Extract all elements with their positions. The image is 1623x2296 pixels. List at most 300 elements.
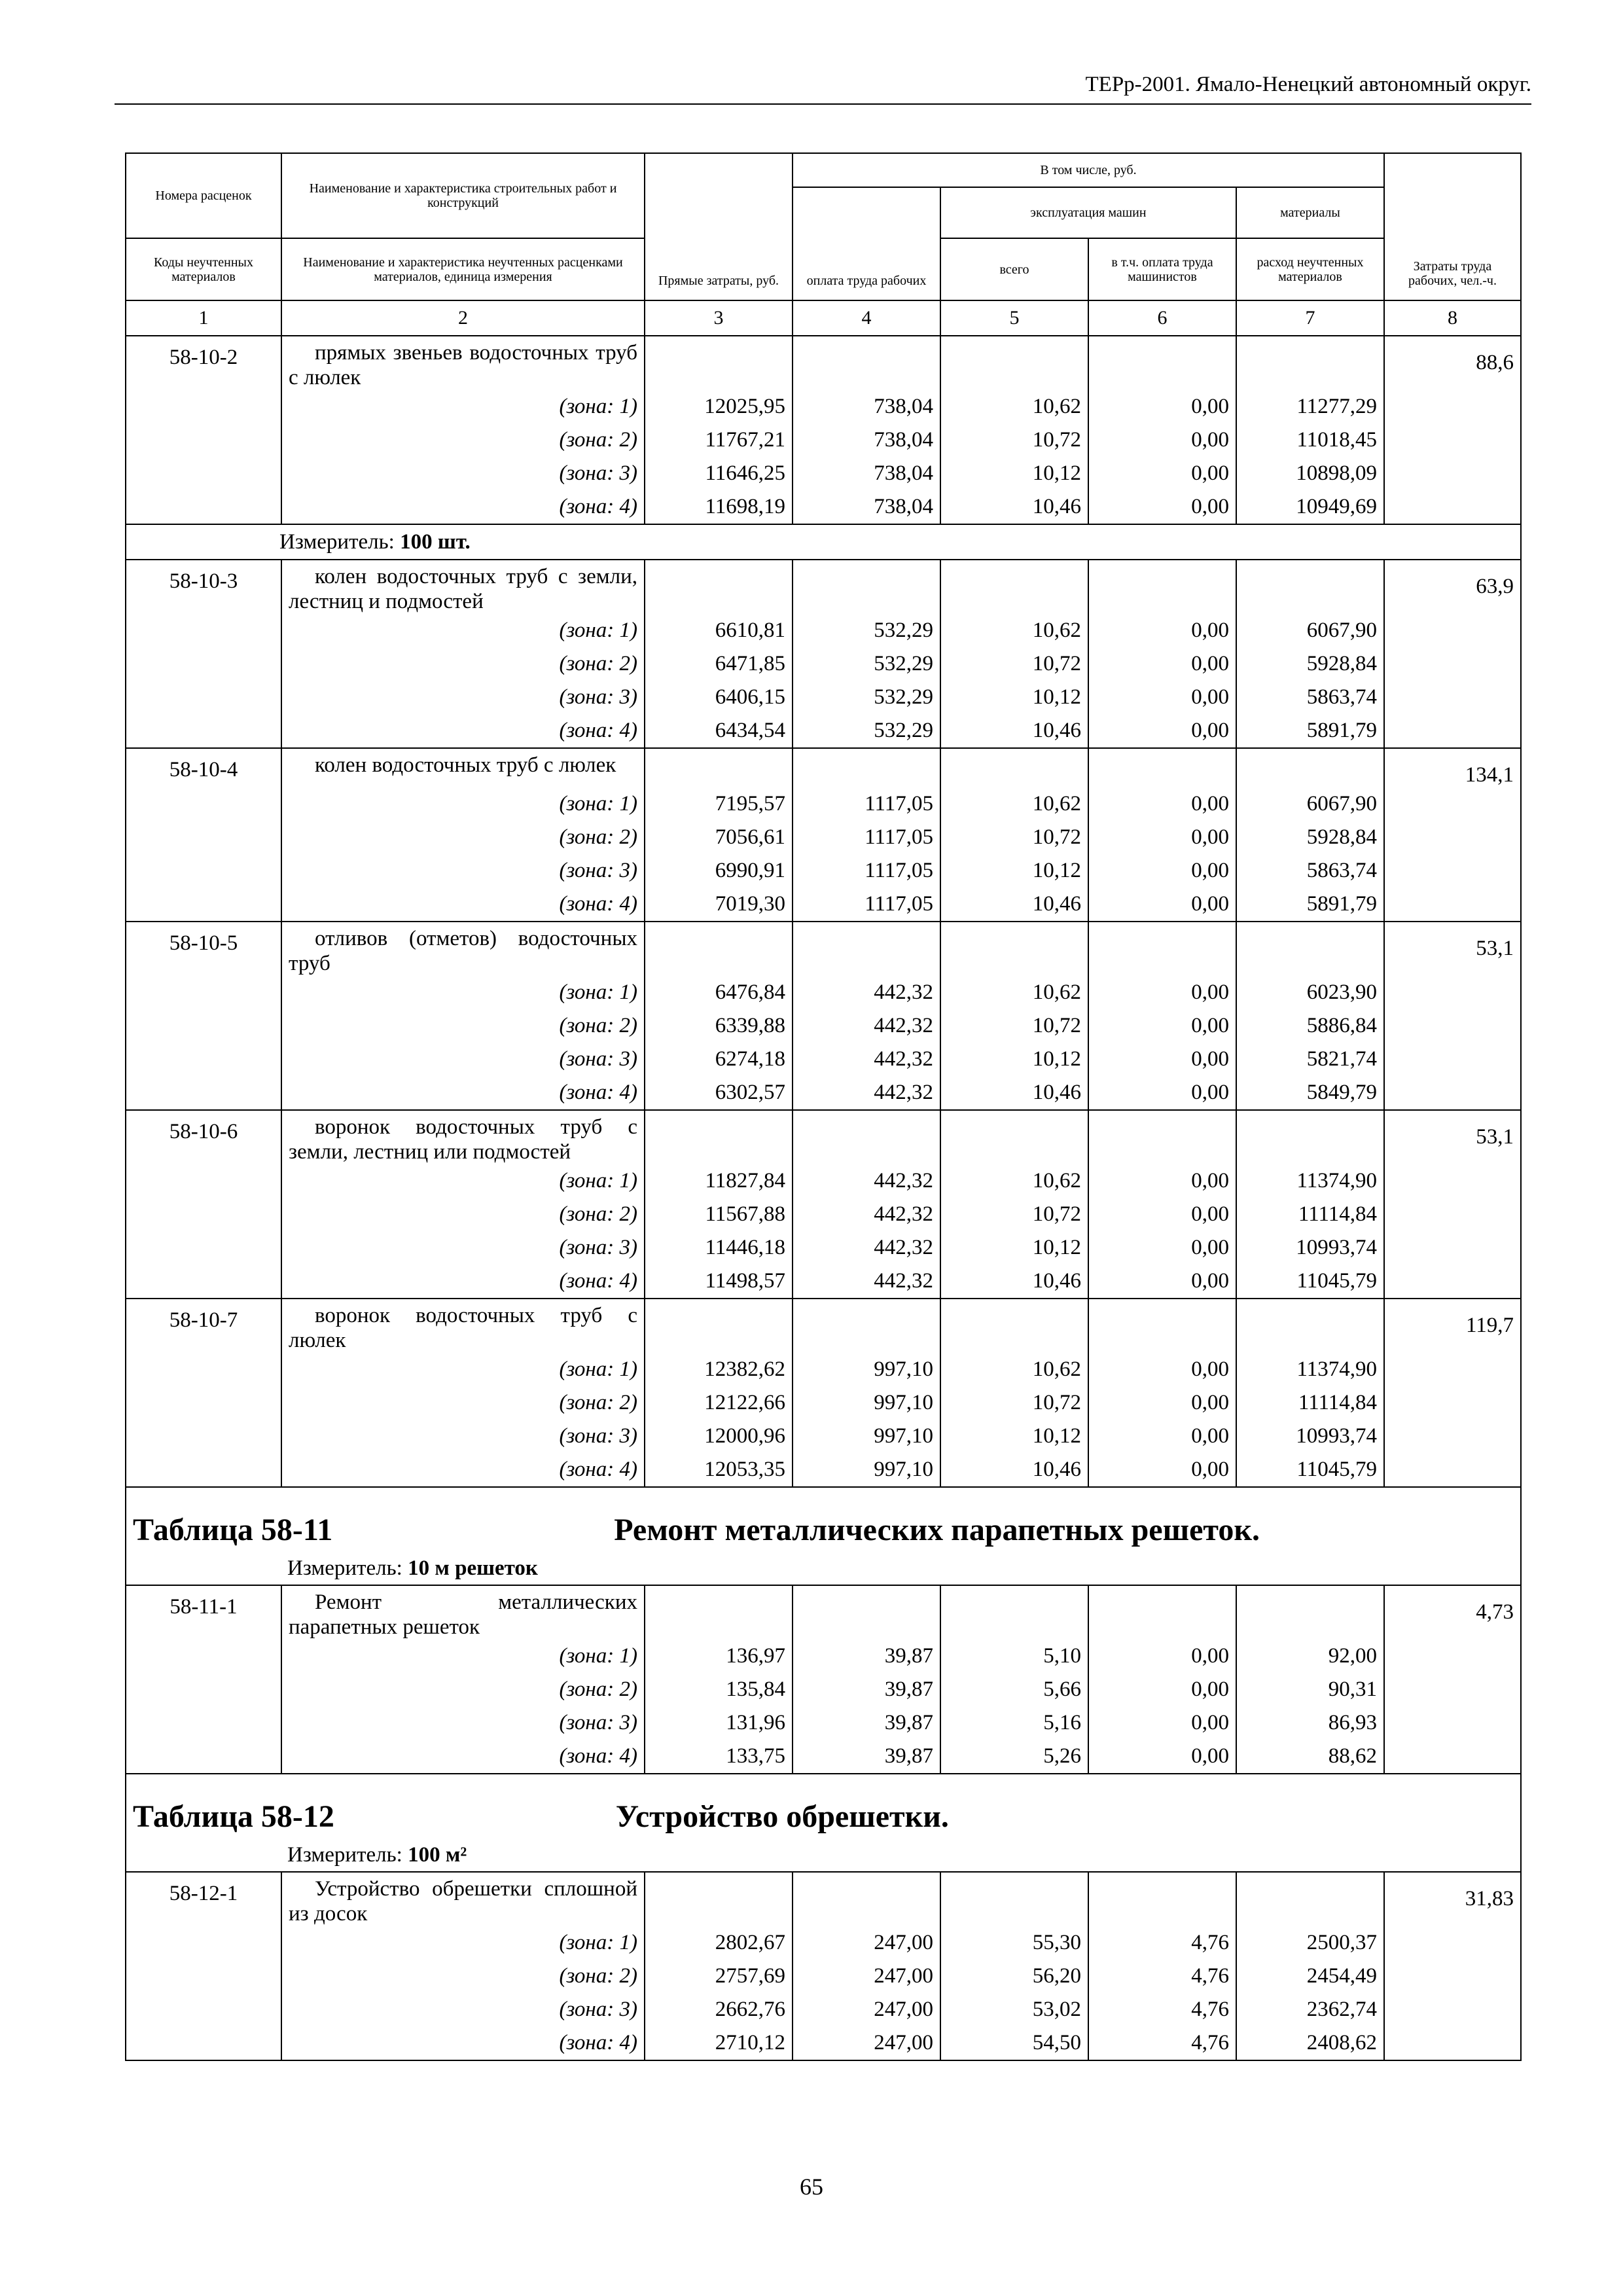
direct-cost: 6302,57 [645,1076,793,1110]
direct-cost: 6471,85 [645,647,793,681]
zone-label: (зона: 3) [281,1231,645,1265]
direct-cost: 6610,81 [645,614,793,647]
rate-row [126,1110,1521,1164]
empty-cell [1384,1198,1521,1231]
empty-cell [126,787,281,821]
rate-row [126,1872,1521,1926]
header-col2-bottom: Наименование и характеристика неучтенных расценками материалов, единица измерения [281,238,645,300]
materials-cost: 11045,79 [1236,1265,1384,1299]
column-number: 5 [940,300,1088,336]
measure-unit: 10 м решеток [408,1556,538,1580]
zone-label: (зона: 3) [281,1706,645,1740]
machines-cost: 5,16 [940,1706,1088,1740]
machines-cost: 10,46 [940,490,1088,524]
empty-cell [645,1872,793,1926]
rate-code: 58-10-5 [126,922,281,976]
rate-row [126,1299,1521,1353]
zone-label: (зона: 1) [281,614,645,647]
empty-cell [645,560,793,614]
materials-cost: 86,93 [1236,1706,1384,1740]
empty-cell [1384,976,1521,1009]
empty-cell [1384,1164,1521,1198]
machines-cost: 55,30 [940,1926,1088,1960]
empty-cell [1384,1265,1521,1299]
empty-cell [1236,1872,1384,1926]
empty-cell [1384,787,1521,821]
column-number: 6 [1088,300,1236,336]
zone-label: (зона: 4) [281,2026,645,2060]
empty-cell [126,1706,281,1740]
empty-cell [1384,1640,1521,1673]
empty-cell [126,2026,281,2060]
rate-row [126,922,1521,976]
rate-name: воронок водосточных труб с земли, лестниц или подмостей [289,1115,637,1164]
materials-cost: 10993,74 [1236,1420,1384,1453]
zone-label: (зона: 4) [281,1453,645,1487]
empty-cell [126,490,281,524]
machines-cost: 10,72 [940,821,1088,854]
measure-unit: 100 м² [408,1842,467,1867]
empty-cell [940,1872,1088,1926]
table-header [126,153,1521,336]
header-col8: Затраты труда рабочих, чел.-ч. [1384,153,1521,300]
materials-cost: 5886,84 [1236,1009,1384,1043]
materials-cost: 2408,62 [1236,2026,1384,2060]
machines-cost: 10,72 [940,647,1088,681]
zone-row [126,1706,1521,1740]
empty-cell [1384,821,1521,854]
zone-label: (зона: 4) [281,1076,645,1110]
rate-name: Ремонт металлических парапетных решеток [289,1590,637,1639]
direct-cost: 12025,95 [645,390,793,423]
labor-cost: 88,6 [1384,336,1521,390]
operators-cost: 0,00 [1088,1640,1236,1673]
empty-cell [126,1926,281,1960]
rate-name-cell [281,1872,645,1926]
header-col1-bottom: Коды неучтенных материалов [126,238,281,300]
materials-cost: 6067,90 [1236,614,1384,647]
operators-cost: 0,00 [1088,390,1236,423]
rate-code: 58-10-6 [126,1110,281,1164]
machines-cost: 10,46 [940,888,1088,922]
labor-cost: 53,1 [1384,1110,1521,1164]
wages-cost: 1117,05 [793,854,940,888]
zone-label: (зона: 2) [281,423,645,457]
direct-cost: 6339,88 [645,1009,793,1043]
zone-label: (зона: 2) [281,1198,645,1231]
direct-cost: 11827,84 [645,1164,793,1198]
wages-cost: 738,04 [793,390,940,423]
empty-cell [940,1299,1088,1353]
wages-cost: 442,32 [793,1164,940,1198]
zone-row [126,1164,1521,1198]
operators-cost: 0,00 [1088,1453,1236,1487]
operators-cost: 0,00 [1088,888,1236,922]
operators-cost: 0,00 [1088,1706,1236,1740]
table-name: Ремонт металлических парапетных решеток. [614,1513,1260,1547]
empty-cell [1384,1353,1521,1386]
machines-cost: 10,12 [940,1043,1088,1076]
machines-cost: 54,50 [940,2026,1088,2060]
empty-cell [126,1198,281,1231]
operators-cost: 4,76 [1088,1960,1236,1993]
machines-cost: 10,62 [940,1164,1088,1198]
empty-cell [126,1265,281,1299]
machines-cost: 10,62 [940,614,1088,647]
table-number: Таблица 58-11 [133,1513,333,1547]
operators-cost: 0,00 [1088,1076,1236,1110]
zone-row [126,714,1521,748]
empty-cell [940,748,1088,787]
machines-cost: 56,20 [940,1960,1088,1993]
machines-cost: 5,10 [940,1640,1088,1673]
machines-cost: 10,12 [940,1231,1088,1265]
zone-row [126,1386,1521,1420]
direct-cost: 11567,88 [645,1198,793,1231]
column-number: 4 [793,300,940,336]
wages-cost: 442,32 [793,1009,940,1043]
zone-label: (зона: 2) [281,647,645,681]
rate-name-cell [281,922,645,976]
wages-cost: 738,04 [793,490,940,524]
empty-cell [126,1009,281,1043]
empty-cell [1384,2026,1521,2060]
empty-cell [1384,888,1521,922]
zone-label: (зона: 3) [281,681,645,714]
materials-cost: 11374,90 [1236,1353,1384,1386]
rate-code: 58-10-4 [126,748,281,787]
zone-row [126,1453,1521,1487]
empty-cell [1384,1231,1521,1265]
empty-cell [1088,1299,1236,1353]
operators-cost: 0,00 [1088,423,1236,457]
machines-cost: 10,46 [940,1265,1088,1299]
empty-cell [1384,1420,1521,1453]
operators-cost: 4,76 [1088,2026,1236,2060]
header-rule [115,103,1531,105]
zone-row [126,821,1521,854]
empty-cell [1236,1585,1384,1640]
empty-cell [126,821,281,854]
empty-cell [1088,922,1236,976]
zone-row [126,647,1521,681]
empty-cell [126,1993,281,2026]
column-number: 7 [1236,300,1384,336]
zone-label: (зона: 3) [281,457,645,490]
empty-cell [940,1110,1088,1164]
empty-cell [793,1110,940,1164]
table-body [126,336,1521,2060]
wages-cost: 1117,05 [793,821,940,854]
wages-cost: 532,29 [793,681,940,714]
empty-cell [940,922,1088,976]
empty-cell [126,1386,281,1420]
column-number: 2 [281,300,645,336]
materials-cost: 10993,74 [1236,1231,1384,1265]
zone-row [126,1926,1521,1960]
wages-cost: 997,10 [793,1386,940,1420]
empty-cell [126,647,281,681]
labor-cost: 4,73 [1384,1585,1521,1640]
rate-row [126,1585,1521,1640]
wages-cost: 997,10 [793,1353,940,1386]
empty-cell [645,748,793,787]
direct-cost: 131,96 [645,1706,793,1740]
empty-cell [126,1640,281,1673]
table-title-row [126,1774,1521,1839]
empty-cell [1384,1706,1521,1740]
materials-cost: 5863,74 [1236,681,1384,714]
empty-cell [126,1231,281,1265]
page-number: 65 [800,2174,823,2200]
empty-cell [1384,1926,1521,1960]
empty-cell [1088,748,1236,787]
direct-cost: 7019,30 [645,888,793,922]
rate-name: Устройство обрешетки сплошной из досок [289,1877,637,1926]
direct-cost: 2662,76 [645,1993,793,2026]
machines-cost: 10,62 [940,976,1088,1009]
machines-cost: 10,62 [940,1353,1088,1386]
zone-label: (зона: 2) [281,1673,645,1706]
wages-cost: 39,87 [793,1640,940,1673]
materials-cost: 2454,49 [1236,1960,1384,1993]
machines-cost: 53,02 [940,1993,1088,2026]
direct-cost: 2802,67 [645,1926,793,1960]
empty-cell [645,1585,793,1640]
direct-cost: 11646,25 [645,457,793,490]
empty-cell [793,922,940,976]
empty-cell [126,423,281,457]
empty-cell [1088,336,1236,390]
zone-row [126,390,1521,423]
wages-cost: 442,32 [793,1198,940,1231]
zone-label: (зона: 3) [281,1043,645,1076]
rate-name-cell [281,336,645,390]
zone-label: (зона: 1) [281,976,645,1009]
machines-cost: 10,62 [940,787,1088,821]
zone-label: (зона: 3) [281,854,645,888]
wages-cost: 738,04 [793,423,940,457]
materials-cost: 5863,74 [1236,854,1384,888]
rate-name: колен водосточных труб с земли, лестниц и подмостей [289,565,637,613]
operators-cost: 0,00 [1088,1386,1236,1420]
empty-cell [126,1673,281,1706]
machines-cost: 10,46 [940,1076,1088,1110]
header-machines: эксплуатация машин [940,187,1236,238]
empty-cell [645,1299,793,1353]
operators-cost: 0,00 [1088,457,1236,490]
zone-label: (зона: 1) [281,1353,645,1386]
empty-cell [126,1420,281,1453]
zone-label: (зона: 1) [281,1926,645,1960]
empty-cell [940,1585,1088,1640]
empty-cell [793,1872,940,1926]
labor-cost: 63,9 [1384,560,1521,614]
empty-cell [1384,1076,1521,1110]
empty-cell [1384,490,1521,524]
operators-cost: 0,00 [1088,490,1236,524]
direct-cost: 7195,57 [645,787,793,821]
direct-cost: 2710,12 [645,2026,793,2060]
zone-row [126,1740,1521,1774]
column-number: 3 [645,300,793,336]
zone-row [126,457,1521,490]
rate-code: 58-10-7 [126,1299,281,1353]
measure-cell [126,1839,1521,1872]
empty-cell [645,336,793,390]
zone-label: (зона: 1) [281,1640,645,1673]
direct-cost: 11498,57 [645,1265,793,1299]
wages-cost: 247,00 [793,1926,940,1960]
zone-row [126,1353,1521,1386]
empty-cell [126,1076,281,1110]
direct-cost: 6406,15 [645,681,793,714]
header-col4: оплата труда рабочих [793,187,940,300]
materials-cost: 92,00 [1236,1640,1384,1673]
materials-cost: 5928,84 [1236,821,1384,854]
operators-cost: 0,00 [1088,854,1236,888]
empty-cell [1384,1673,1521,1706]
empty-cell [126,614,281,647]
zone-row [126,976,1521,1009]
machines-cost: 10,72 [940,1198,1088,1231]
empty-cell [1236,1110,1384,1164]
direct-cost: 6274,18 [645,1043,793,1076]
operators-cost: 0,00 [1088,1353,1236,1386]
wages-cost: 1117,05 [793,787,940,821]
direct-cost: 2757,69 [645,1960,793,1993]
machines-cost: 10,12 [940,1420,1088,1453]
wages-cost: 39,87 [793,1673,940,1706]
wages-cost: 738,04 [793,457,940,490]
zone-label: (зона: 3) [281,1993,645,2026]
machines-cost: 10,62 [940,390,1088,423]
wages-cost: 442,32 [793,1231,940,1265]
empty-cell [126,1164,281,1198]
direct-cost: 6476,84 [645,976,793,1009]
materials-cost: 11018,45 [1236,423,1384,457]
empty-cell [1384,1009,1521,1043]
labor-cost: 31,83 [1384,1872,1521,1926]
wages-cost: 442,32 [793,1265,940,1299]
empty-cell [1384,1993,1521,2026]
empty-cell [126,888,281,922]
column-number: 1 [126,300,281,336]
direct-cost: 6434,54 [645,714,793,748]
machines-cost: 10,46 [940,1453,1088,1487]
direct-cost: 6990,91 [645,854,793,888]
measure-cell [126,524,1521,560]
measure-label: Измеритель: [287,1842,402,1867]
direct-cost: 12122,66 [645,1386,793,1420]
empty-cell [940,560,1088,614]
zone-row [126,490,1521,524]
table-title-cell [126,1774,1521,1839]
measure-row [126,1552,1521,1585]
zone-row [126,1076,1521,1110]
machines-cost: 5,66 [940,1673,1088,1706]
empty-cell [126,457,281,490]
rate-name: колен водосточных труб с люлек [315,753,616,777]
empty-cell [126,714,281,748]
empty-cell [126,681,281,714]
direct-cost: 136,97 [645,1640,793,1673]
column-number: 8 [1384,300,1521,336]
zone-row [126,1043,1521,1076]
header-col3: Прямые затраты, руб. [645,153,793,300]
wages-cost: 442,32 [793,976,940,1009]
measure-label: Измеритель: [287,1556,402,1580]
materials-cost: 11277,29 [1236,390,1384,423]
wages-cost: 442,32 [793,1076,940,1110]
zone-row [126,1009,1521,1043]
empty-cell [793,560,940,614]
materials-cost: 5891,79 [1236,714,1384,748]
rate-code: 58-10-2 [126,336,281,390]
zone-row [126,1198,1521,1231]
labor-cost: 119,7 [1384,1299,1521,1353]
measure-label: Измеритель: [279,529,395,554]
machines-cost: 10,12 [940,681,1088,714]
direct-cost: 11446,18 [645,1231,793,1265]
materials-cost: 2362,74 [1236,1993,1384,2026]
empty-cell [126,854,281,888]
column-numbers-row [126,300,1521,336]
wages-cost: 39,87 [793,1740,940,1774]
empty-cell [645,922,793,976]
wages-cost: 997,10 [793,1420,940,1453]
materials-cost: 10949,69 [1236,490,1384,524]
materials-cost: 10898,09 [1236,457,1384,490]
zone-row [126,681,1521,714]
zone-label: (зона: 1) [281,1164,645,1198]
operators-cost: 0,00 [1088,1009,1236,1043]
empty-cell [1088,1585,1236,1640]
zone-row [126,1231,1521,1265]
zone-label: (зона: 4) [281,1740,645,1774]
header-materials: материалы [1236,187,1384,238]
operators-cost: 0,00 [1088,681,1236,714]
direct-cost: 135,84 [645,1673,793,1706]
operators-cost: 0,00 [1088,1164,1236,1198]
operators-cost: 0,00 [1088,976,1236,1009]
materials-cost: 88,62 [1236,1740,1384,1774]
operators-cost: 0,00 [1088,1231,1236,1265]
zone-row [126,1265,1521,1299]
table-title-cell [126,1487,1521,1552]
operators-cost: 0,00 [1088,647,1236,681]
measure-row [126,1839,1521,1872]
empty-cell [1384,614,1521,647]
labor-cost: 53,1 [1384,922,1521,976]
empty-cell [793,1585,940,1640]
empty-cell [1384,1043,1521,1076]
empty-cell [126,976,281,1009]
header-col5: всего [940,238,1088,300]
table-title-row [126,1487,1521,1552]
machines-cost: 10,72 [940,423,1088,457]
materials-cost: 11114,84 [1236,1198,1384,1231]
empty-cell [1236,748,1384,787]
zone-label: (зона: 2) [281,1009,645,1043]
operators-cost: 0,00 [1088,787,1236,821]
zone-label: (зона: 4) [281,490,645,524]
labor-cost: 134,1 [1384,748,1521,787]
empty-cell [1384,854,1521,888]
empty-cell [126,390,281,423]
materials-cost: 11045,79 [1236,1453,1384,1487]
empty-cell [793,1299,940,1353]
